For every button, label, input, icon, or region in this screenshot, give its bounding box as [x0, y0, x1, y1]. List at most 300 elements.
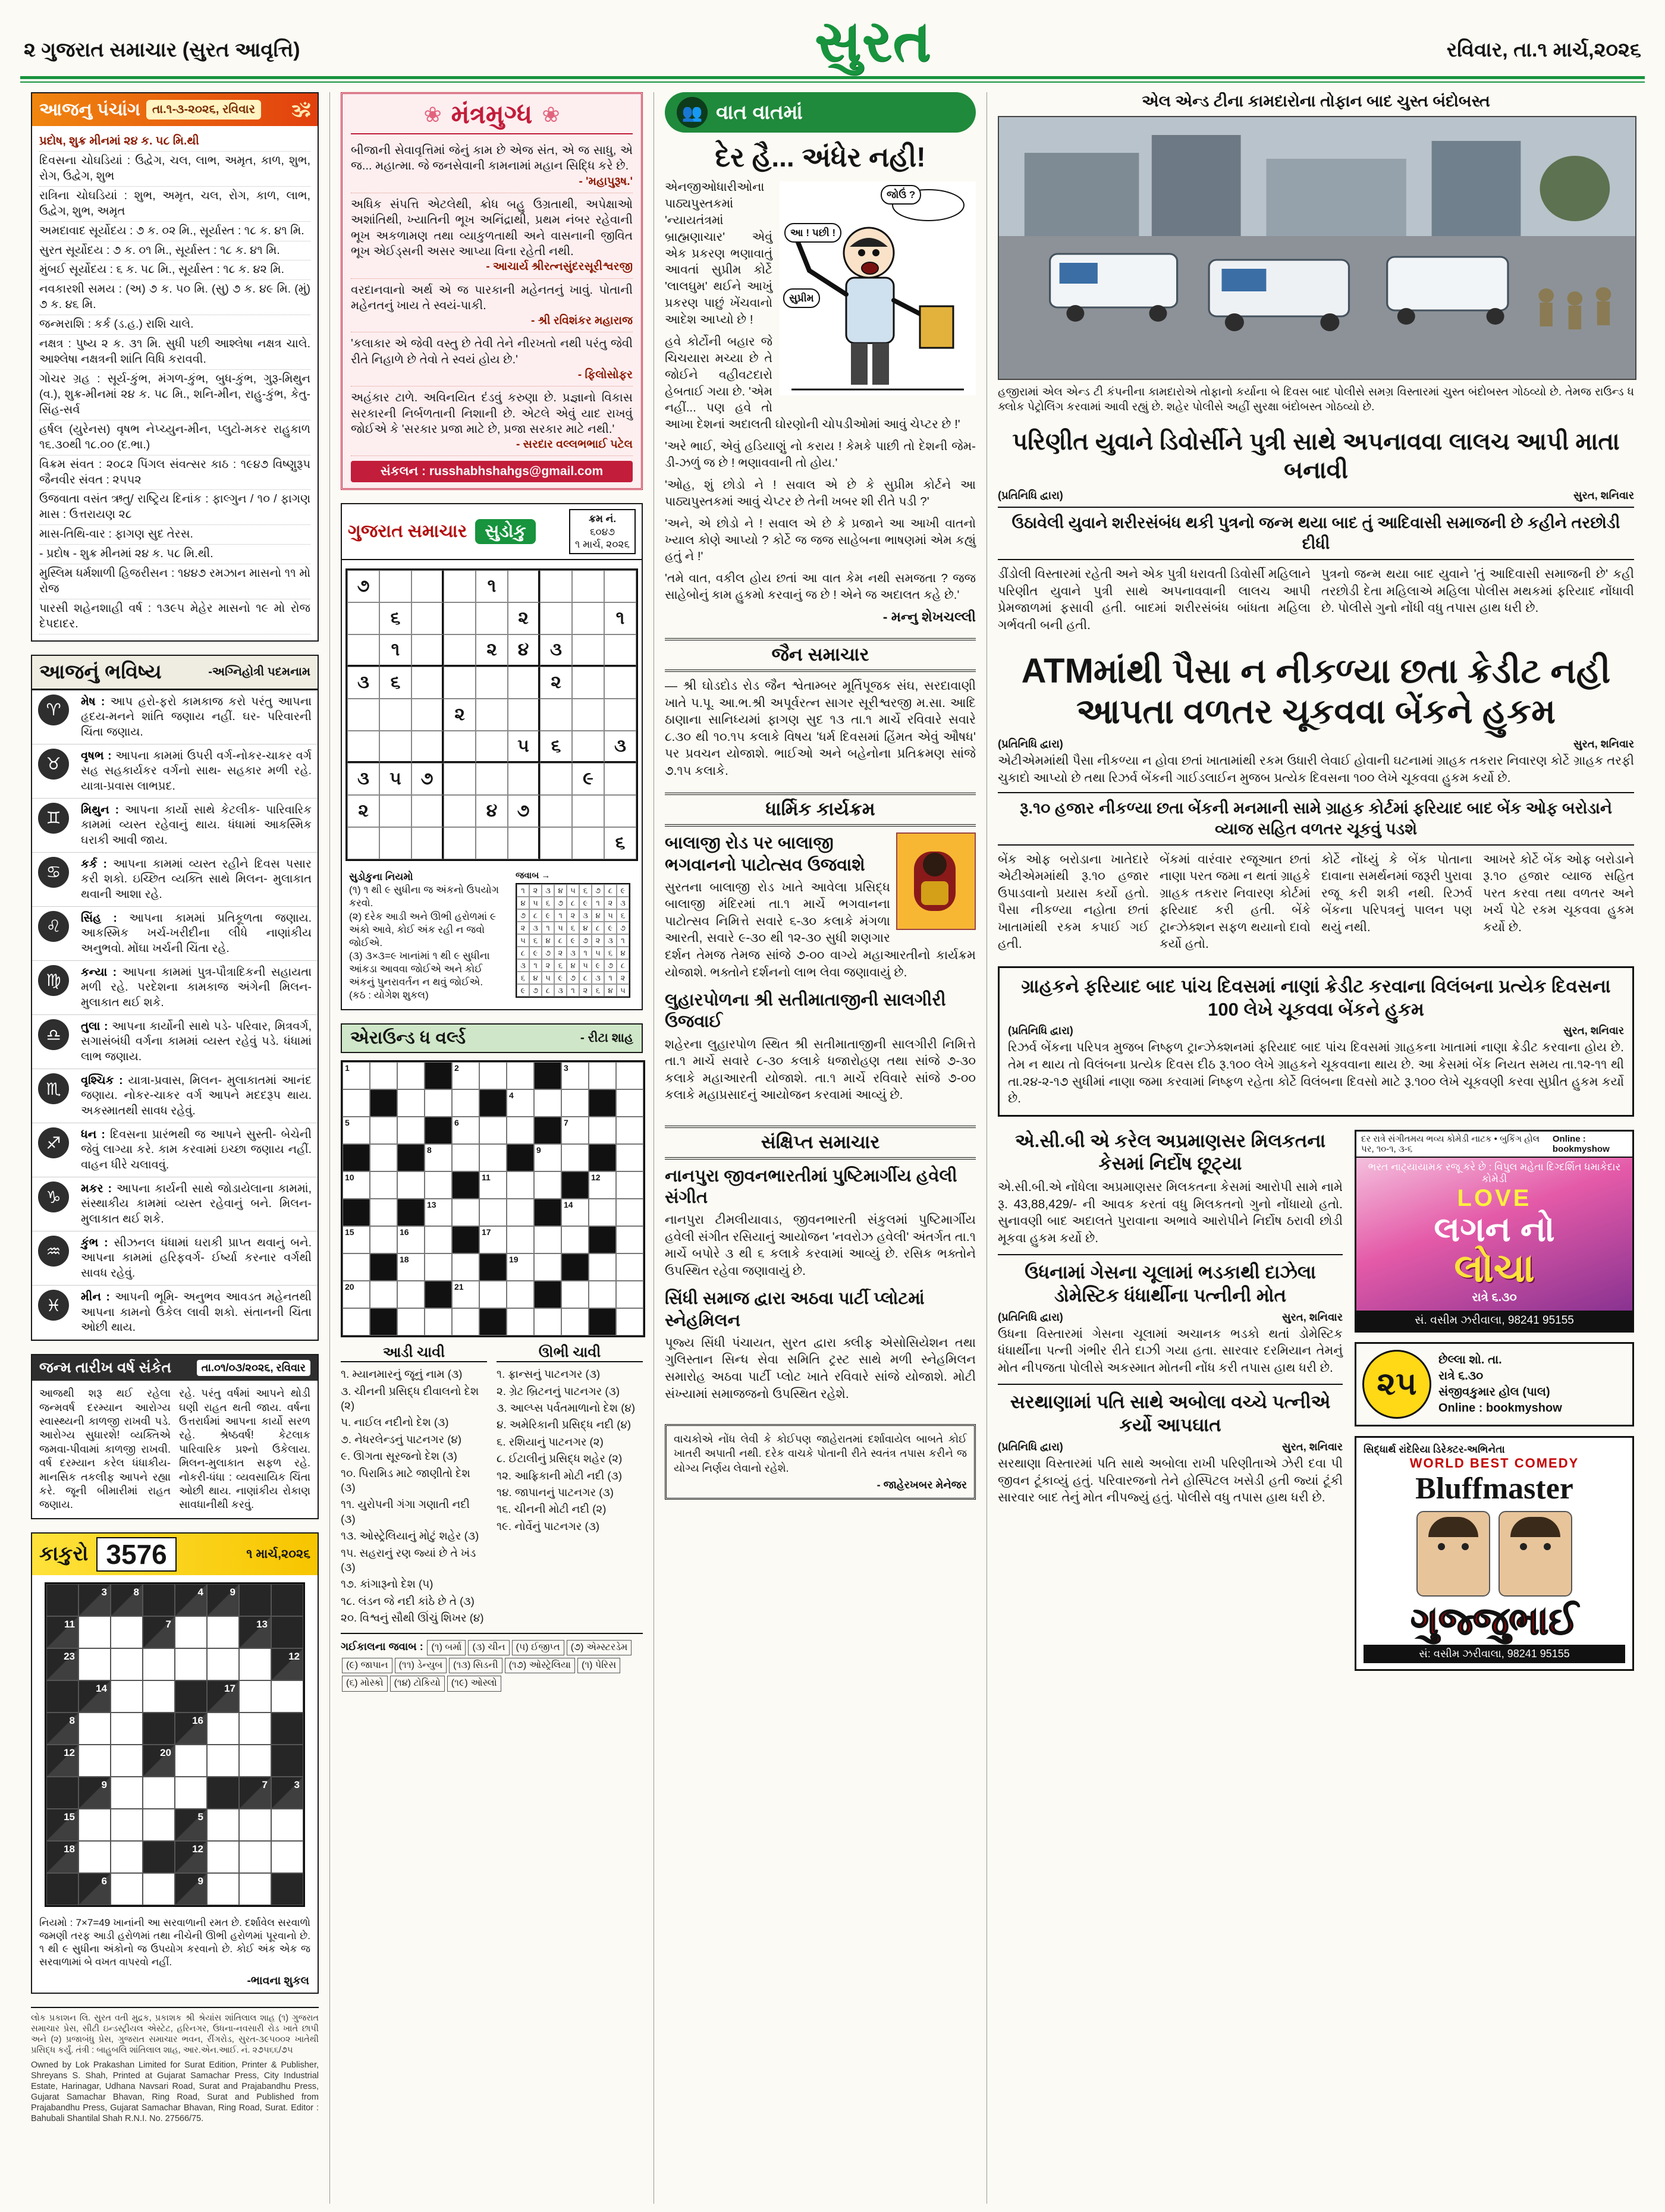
sudoku-cell — [572, 634, 604, 667]
crossword-cell-number: 7 — [564, 1118, 568, 1128]
zodiac-name: કન્યા : — [81, 965, 122, 979]
sudoku-solution-cell: ૩ — [517, 959, 529, 972]
panchang-line: નક્ષત્ર : પુષ્ય ૨ ક. ૩૧ મિ. સુધી પછી આશ્લેષા નક્ષત્ર ચાલે. આશ્લેષા નક્ષત્રની શાંતિ વિધિ કરાવવી. — [39, 335, 310, 370]
sudoku-solution-cell: ૭ — [579, 934, 592, 947]
crossword-cell — [479, 1226, 507, 1253]
actor-photo — [1498, 1511, 1572, 1597]
speech-bubble: જોઉં ? — [881, 185, 921, 205]
quote-item: અધિક સંપત્તિ એટલેથી, ક્રોધ બહુ ઉગ્રતાથી, અપેક્ષાઓ અશાંતિથી, ખ્યાતિની ભૂખ અનિંદ્રાથી, પ્રથમ નંબર રહેવાની ભૂખ અકળામણ તથા વ્યાકુળતાથી અને વાસનાની જીવિત ભૂખ એઈડ્સની અસર આપ્યા વિના રહેતી નથી. - આચાર્ય શ્રીરત્નસુંદરસૂરીશ્વરજી — [351, 193, 633, 279]
crossword-cell — [370, 1171, 397, 1199]
crossword-cell — [534, 1089, 561, 1117]
column-paragraph: એનજીઓધારીઓના પાઠ્યપુસ્તકમાં 'ન્યાયતંત્રમાં બ્રાહ્મણાચાર' એવું એક પ્રકરણ ભણાવાતું આવતાં સુપ્રીમ કોર્ટે 'લાલઘુમ' થઈને આખું પ્રકરણ પાછું ખેંચવાનો આદેશ આપ્યો છે ! — [665, 180, 772, 326]
kakuro-clue-number: 18 — [64, 1843, 75, 1855]
quote-attribution: - સરદાર વલ્લભભાઈ પટેલ — [516, 438, 633, 451]
crossword-black-cell — [589, 1089, 616, 1117]
kakuro-entry-cell — [78, 1648, 111, 1680]
sudoku-solution-cell: ૬ — [592, 984, 604, 997]
crossword-black-cell — [343, 1144, 370, 1171]
kakuro-clue-number: 13 — [256, 1618, 268, 1630]
sudoku-solution-cell: ૫ — [529, 897, 542, 909]
crossword-black-cell — [589, 1144, 616, 1171]
crossword-cell — [616, 1144, 643, 1171]
panchang-date-badge: તા.૧-૩-૨૦૨૬, રવિવાર — [146, 100, 261, 120]
sudoku-solution-cell: ૧ — [617, 934, 629, 947]
bottom-articles — [998, 1130, 1343, 1671]
sudoku-solution-cell: ૬ — [617, 909, 629, 922]
crossword-cell-number: 19 — [509, 1255, 519, 1265]
kakuro-clue-number: 9 — [101, 1779, 107, 1790]
kakuro-author: -ભાવના શુકલ — [247, 1975, 309, 1988]
article-body: પુત્રનો જન્મ થયા બાદ યુવાને 'તું આદિવાસી સમાજની છે' કહી તરછોડી દેતા મહિલાએ મહિલા પોલીસ મથકમાં ફરિયાદ નોંધાવી છે. પોલીસે ગુનો નોંધી વધુ તપાસ હાથ ધરી છે. — [1321, 567, 1634, 615]
kakuro-block-cell — [46, 1584, 78, 1616]
jain-news-title: જૈન સમાચાર — [665, 638, 976, 672]
sudoku-cell — [411, 731, 444, 763]
kakuro-clue-number: 6 — [101, 1875, 107, 1887]
kakuro-clue-number: 7 — [165, 1618, 171, 1630]
down-clue: ૬. રશિયાનું પાટનગર (૨) — [497, 1435, 604, 1448]
horoscope-list — [32, 690, 318, 1340]
sudoku-solution-cell: ૭ — [517, 909, 529, 922]
sudoku-solution-cell: ૫ — [617, 984, 629, 997]
sudoku-cell — [540, 570, 572, 602]
sudoku-cell — [604, 634, 636, 667]
answer-chip: (૯) જાપાન — [342, 1658, 392, 1673]
article-column-text: બેંકમાં વારંવાર રજૂઆત છતાં નાણા પરત જમા ન થતાં ગ્રાહકે ગ્રાહક તકરાર નિવારણ કોર્ટમાં ફરિયાદ કરી હતી. બેંકે ટ્રાન્ઝેક્શન સફળ થયાનો દાવો કર્યો હતો. — [1160, 852, 1311, 951]
sudoku-cell — [604, 699, 636, 731]
kakuro-clue-cell — [78, 1777, 111, 1809]
sudoku-solution-cell: ૬ — [604, 947, 617, 959]
kakuro-block-cell — [271, 1616, 303, 1648]
kakuro-block-cell — [46, 1873, 78, 1905]
story-body: નાનપુરા ટીમલીયાવાડ, જીવનભારતી સંકુલમાં પુષ્ટિમાર્ગીય હવેલી સંગીત રસિયાનું આયોજન 'નવરોઝ હવેલી' અંતર્ગત તા.૧ માર્ચે બપોરે ૩ થી ૬ કલાકે કરવામાં આવ્યું છે. રસિક ભક્તોને ઉપસ્થિત રહેવા જણાવાયું છે. — [665, 1213, 976, 1278]
sudoku-cell — [572, 731, 604, 763]
across-clue: ૫. નાઈલ નદીનો દેશ (૩) — [341, 1416, 449, 1429]
sudoku-solution-cell: ૩ — [592, 972, 604, 984]
kakuro-clue-cell — [46, 1841, 78, 1873]
dateline: રવિવાર, તા.૧ માર્ચ,૨૦૨૬ — [1446, 39, 1641, 61]
kakuro-entry-cell — [239, 1713, 271, 1745]
column-3 — [654, 92, 987, 2204]
sudoku-solution-cell: ૯ — [542, 909, 554, 922]
panchang-line: નવકારશી સમય : (અ) ૭ ક. ૫૦ મિ. (સુ) ૭ ક. ૪૯ મિ. (મું) ૭ ક. ૪૬ મિ. — [39, 280, 310, 315]
crossword-cell — [534, 1308, 561, 1336]
panchang-line: ગોચર ગ્રહ : સૂર્ય-કુંભ, મંગળ-કુંભ, બુધ-કુંભ, ગુરૂ-મિથુન (વ.), શુક્ર-મીનમાં ૨૪ ક. ૫૮ મિ., શનિ-મીન, રાહુ-કુંભ, કેતુ-સિંહ-સર્વ — [39, 370, 310, 420]
mantra-box — [341, 92, 643, 490]
crossword-cell — [425, 1308, 452, 1336]
crossword-cell — [561, 1117, 589, 1144]
sudoku-solution-cell: ૬ — [579, 884, 592, 897]
sudoku-solution-cell: ૯ — [567, 934, 579, 947]
sudoku-cell: ૩ — [540, 634, 572, 667]
sudoku-solution-cell: ૩ — [542, 884, 554, 897]
sudoku-cell: ૩ — [347, 667, 379, 699]
article-body: ઉધના વિસ્તારમાં ગેસના ચૂલામાં અચાનક ભડકો થતાં ડોમેસ્ટિક ધંધાર્થીના પત્ની ગંભીર રીતે દાઝી ગયા હતા. સારવાર દરમિયાન તેમનું મોત નીપજતા પોલીસે અકસ્માત મોતની નોંધ કરી તપાસ હાથ ધરી છે. — [998, 1327, 1343, 1375]
horoscope-row — [32, 1123, 318, 1177]
sudoku-solution-cell: ૮ — [529, 909, 542, 922]
zodiac-icon: ♐ — [38, 1127, 69, 1158]
down-title: ઊભી ચાવી — [497, 1344, 643, 1362]
sudoku-solution-cell: ૨ — [579, 984, 592, 997]
column-paragraph: 'તમે વાત, વકીલ હોય છતાં આ વાત કેમ નથી સમજતા ? જજ સાહેબોનું કામ હુકમો કરવાનું જ છે ! એને જ અદાલત કહે છે.' — [665, 571, 976, 602]
kakuro-clue-number: 5 — [197, 1811, 203, 1823]
crossword-cell — [616, 1199, 643, 1226]
mantra-quotes — [351, 139, 633, 456]
crossword-cell — [397, 1062, 425, 1089]
panchang-line: ઉજવાતા વસંત ઋતુ/ રાષ્ટ્રિય દિનાંક : ફાલ્ગુન / ૧૦ / ફાગણ માસ : ઉત્તરાયણ ૨૮ — [39, 490, 310, 525]
kakuro-clue-number: 3 — [101, 1586, 107, 1598]
horoscope-text: મેષ : આપ હરો-ફરો કામકાજ કરો પરંતુ આપના હૃદય-મનને શાંતિ જણાય નહીં. ઘર- પરિવારની ચિંતા જણાય. — [81, 695, 312, 739]
sudoku-cell — [476, 667, 508, 699]
horoscope-header — [32, 656, 318, 690]
sudoku-cell — [540, 699, 572, 731]
sudoku-solution-cell: ૩ — [554, 984, 567, 997]
down-clue: ૮. ઈટાલીનું પ્રસિદ્ધ શહેર (૨) — [497, 1452, 623, 1465]
sudoku-solution-cell: ૭ — [567, 972, 579, 984]
sudoku-solution-cell: ૯ — [517, 984, 529, 997]
crossword-cell-number: 3 — [564, 1063, 568, 1073]
kakuro-entry-cell — [78, 1616, 111, 1648]
sudoku-cell — [444, 763, 476, 795]
sudoku-cell: ૧ — [476, 570, 508, 602]
article-place: સુરત, શનિવાર — [1563, 1025, 1624, 1037]
kakuro-clue-number: 9 — [197, 1875, 203, 1887]
crossword-cell — [397, 1308, 425, 1336]
lotus-icon: ❀ — [423, 102, 442, 127]
sudoku-cell: ૨ — [347, 795, 379, 827]
kakuro-entry-cell — [271, 1841, 303, 1873]
article-headline: સરથાણામાં પતિ સાથે અબોલા વચ્ચે પત્નીએ કર્યો આપઘાત — [1010, 1391, 1331, 1436]
sudoku-solution-cell: ૬ — [567, 922, 579, 934]
answer-chip: (૧૪) ટોકિયો — [390, 1676, 445, 1691]
panchang-line: મુંબઈ સૂર્યોદય : ૬ ક. ૫૮ મિ., સૂર્યાસ્ત : ૧૮ ક. ૪૨ મિ. — [39, 260, 310, 280]
sudoku-cell — [604, 763, 636, 795]
sudoku-rule-line: (૧) ૧ થી ૯ સુધીના જ અંકનો ઉપયોગ કરવો. — [349, 884, 500, 909]
crossword-black-cell — [479, 1308, 507, 1336]
sudoku-solution-cell: ૮ — [592, 922, 604, 934]
article-place: સુરત, શનિવાર — [1573, 738, 1634, 750]
crossword-cell — [452, 1144, 479, 1171]
answer-chip: (૧૯) ઓસ્લો — [447, 1676, 501, 1691]
crossword-cell — [616, 1089, 643, 1117]
horoscope-text: કન્યા : આપના કામમાં પુત્ર-પૌત્રાદિકની સહાયતા મળી રહે. પરદેશના કામકાજ અંગેની મિલન- મુલાકાત થઈ શકે. — [81, 965, 312, 1009]
sudoku-cell — [444, 570, 476, 602]
crossword-cell — [397, 1281, 425, 1308]
crossword-cell — [589, 1253, 616, 1281]
vaat-vaat-box — [665, 92, 976, 625]
crossword-title: એરાઉન્ડ ધ વર્લ્ડ — [350, 1028, 466, 1048]
sudoku-cell — [508, 763, 540, 795]
publisher-block — [31, 2007, 319, 2124]
sudoku-solution-cell: ૪ — [604, 984, 617, 997]
sudoku-solution-cell: ૪ — [592, 909, 604, 922]
sudoku-solution-cell: ૧ — [579, 947, 592, 959]
crossword-black-cell — [397, 1144, 425, 1171]
crossword-cell — [343, 1062, 370, 1089]
across-clue: ૧૭. કાંગારૂનો દેશ (૫) — [341, 1578, 433, 1591]
column-2 — [329, 92, 654, 2204]
crossword-black-cell — [370, 1253, 397, 1281]
crossword-cell-number: 20 — [345, 1282, 354, 1292]
sudoku-cell — [411, 667, 444, 699]
crossword-black-cell — [479, 1253, 507, 1281]
horoscope-title: આજનું ભવિષ્ય — [39, 660, 162, 683]
sudoku-cell — [508, 667, 540, 699]
sudoku-solution-cell: ૧ — [604, 972, 617, 984]
deity-image — [896, 832, 976, 930]
horoscope-row — [32, 1177, 318, 1231]
answer-chip: (૧) બર્મા — [427, 1640, 466, 1655]
horoscope-text: મકર : આપના કાર્યની સાથે જોડાયેલાના કામમાં, સંસ્થાકીય કામમાં વ્યસ્ત રહેવાનું બને. મિલન- મુલાકાત થઈ શકે. — [81, 1182, 312, 1226]
crossword-black-cell — [534, 1199, 561, 1226]
crossword-black-cell — [589, 1226, 616, 1253]
sudoku-solution-cell: ૭ — [542, 947, 554, 959]
sudoku-cell — [444, 602, 476, 634]
crossword-cell — [343, 1253, 370, 1281]
crossword-cell — [343, 1226, 370, 1253]
show-date-badge: ૨૫ — [1362, 1350, 1431, 1419]
kakuro-clue-cell — [78, 1680, 111, 1713]
crossword-black-cell — [425, 1117, 452, 1144]
crossword-cell — [397, 1171, 425, 1199]
crossword-cell — [343, 1171, 370, 1199]
sudoku-solution-cell: ૨ — [554, 947, 567, 959]
online-booking: Online : bookmyshow — [1438, 1401, 1562, 1415]
sudoku-solution-cell: ૮ — [567, 897, 579, 909]
sudoku-cell: ૩ — [604, 731, 636, 763]
across-clue: ૯. ઊગતા સૂરજનો દેશ (૩) — [341, 1450, 457, 1463]
sudoku-solution-cell: ૯ — [579, 897, 592, 909]
columnist-signature: - મન્નુ શેખચલ્લી — [882, 609, 976, 624]
kakuro-clue-number: 20 — [160, 1746, 171, 1758]
sudoku-rules — [349, 871, 510, 1002]
sudoku-cell: ૨ — [476, 634, 508, 667]
kakuro-entry-cell — [239, 1841, 271, 1873]
kakuro-block-cell — [271, 1745, 303, 1777]
horoscope-row — [32, 961, 318, 1015]
sudoku-solution-cell: ૩ — [604, 934, 617, 947]
down-clue: ૨. ગ્રેટ બ્રિટનનું પાટનગર (૩) — [497, 1384, 620, 1397]
quote-attribution: - શ્રી રવિશંકર મહારાજ — [531, 315, 633, 328]
kakuro-entry-cell — [271, 1680, 303, 1713]
zodiac-icon: ♉ — [38, 749, 69, 780]
article-body-columns — [998, 852, 1634, 953]
article-place: સુરત, શનિવાર — [1573, 489, 1634, 502]
sudoku-solution-cell: ૮ — [542, 984, 554, 997]
crossword-cell — [507, 1199, 534, 1226]
article-body: એ.સી.બી.એ નોંધેલા અપ્રમાણસર મિલકતના કેસમાં આરોપી સામે નામે રૂ. 43,88,429/- ની આવક કરતાં વધુ મિલકતનો ગુનો નોંધાયો હતો. સુનાવણી બાદ અદાલતે પુરાવાના અભાવે આરોપીને નિર્દોષ ઠરાવી છોડી મૂકવા હુકમ કર્યો છે. — [998, 1180, 1343, 1245]
ad-lagan-no-locha — [1355, 1130, 1634, 1333]
last-show-label: છેલ્લા શો. તા. — [1438, 1353, 1502, 1366]
kakuro-entry-cell — [239, 1873, 271, 1905]
crossword-cell — [507, 1089, 534, 1117]
panchang-line: દિવસના ચોઘડિયાં : ઉદ્વેગ, ચલ, લાભ, અમૃત, કાળ, શુભ, રોગ, ઉદ્વેગ, શુભ — [39, 152, 310, 187]
sudoku-cell — [379, 570, 411, 602]
zodiac-name: વૃષભ : — [81, 749, 116, 762]
answer-chip: (૧) પેરિસ — [577, 1658, 620, 1673]
panchang-line: પ્રદોષ, શુક્ર મીનમાં ૨૪ ક. ૫૮ મિ.થી — [39, 132, 310, 152]
crossword-black-cell — [561, 1253, 589, 1281]
crossword-cell-number: 10 — [345, 1173, 354, 1183]
column-body — [665, 179, 976, 604]
crossword-cell — [397, 1253, 425, 1281]
show-venue: સંજીવકુમાર હોલ (પાલ) — [1438, 1385, 1550, 1399]
kakuro-clue-cell — [175, 1713, 207, 1745]
article-credit: (પ્રતિનિધિ દ્વારા) — [998, 489, 1063, 502]
sankshipt-title: સંક્ષિપ્ત સમાચાર — [665, 1126, 976, 1160]
crossword-cell — [534, 1226, 561, 1253]
show-time: રાત્રે ૬.૩૦ — [1438, 1369, 1484, 1382]
article-column-text: આખરે કોર્ટે બેંક ઓફ બરોડાને રૂ.૧૦ હજાર વ્યાજ સહિત પરત કરવા તથા વળતર અને ખર્ચ પેટે રકમ ચૂકવવા હુકમ કર્યો છે. — [1483, 852, 1634, 934]
kakuro-clue-cell — [143, 1745, 175, 1777]
panchang-line: - પ્રદોષ - શુક્ર મીનમાં ૨૪ ક. ૫૮ મિ.થી. — [39, 545, 310, 564]
article-column-text: બેંક ઓફ બરોડાના ખાતેદારે એટીએમમાંથી રૂ.૧૦ હજાર ઉપાડવાનો પ્રયાસ કર્યો હતો. પૈસા નીકળ્યા નહોતા છતાં ખાતામાંથી રકમ કપાઈ ગઈ હતી. — [998, 852, 1149, 951]
column-paragraph: 'ઓહ, શું છોડો ને ! સવાલ એ છે કે સુપ્રીમ કોર્ટને આ પાઠ્યપુસ્તકમાં આવું ચેપ્ટર છે તેની ખબર શી રીતે પડી ?' — [665, 477, 976, 508]
story-headline: નાનપુરા જીવનભારતીમાં પુષ્ટિમાર્ગીય હવેલી સંગીત — [665, 1166, 957, 1207]
crossword-cell — [561, 1226, 589, 1253]
sudoku-solution-cell: ૭ — [604, 959, 617, 972]
kakuro-number: 3576 — [96, 1537, 176, 1572]
sudoku-cell — [444, 667, 476, 699]
sudoku-solution-cell: ૩ — [567, 947, 579, 959]
sudoku-cell — [508, 570, 540, 602]
ad-tagline: WORLD BEST COMEDY — [1409, 1455, 1579, 1471]
zodiac-icon: ♓ — [38, 1290, 69, 1321]
zodiac-icon: ♏ — [38, 1073, 69, 1104]
ad-contact: સં: વસીમ ઝરીવાલા, 98241 95155 — [1364, 1645, 1625, 1663]
kakuro-clue-cell — [239, 1616, 271, 1648]
horoscope-row — [32, 1015, 318, 1069]
crossword-cell-number: 21 — [454, 1282, 464, 1292]
ad-contact: સં. વસીમ ઝરીવાલા, 98241 95155 — [1356, 1311, 1632, 1331]
crossword-cell — [425, 1089, 452, 1117]
zodiac-icon: ♌ — [38, 911, 69, 942]
article-subhead: ઉઠાવેલી યુવાને શરીરસંબંધ થકી પુત્રનો જન્મ થયા બાદ તું આદિવાસી સમાજની છે કહીને તરછોડી દીધી — [998, 507, 1634, 560]
kakuro-entry-cell — [207, 1809, 239, 1841]
kakuro-entry-cell — [175, 1745, 207, 1777]
sudoku-solution-cell: ૯ — [554, 972, 567, 984]
kakuro-entry-cell — [111, 1841, 143, 1873]
crossword-cell — [589, 1062, 616, 1089]
kakuro-block-cell — [143, 1584, 175, 1616]
sudoku-solution-cell: ૫ — [592, 947, 604, 959]
horoscope-text: મિથુન : આપના કાર્યો સાથે કેટલીક- પારિવારિક કામમાં વ્યસ્ત રહેવાનું થાય. ધંધામાં આકસ્મિક ઘરાકી આવી જાય. — [81, 803, 312, 847]
publisher-gujarati: લોક પ્રકાશન લિ. સુરત વતી મુદ્રક, પ્રકાશક શ્રી શ્રેયાંસ શાંતિલાલ શાહ (૧) ગુજરાત સમાચાર પ્રેસ, સીટી ઇન્ડસ્ટ્રીયલ એસ્ટેટ, હરિનગર, ઉધના-નવસારી રોડ ખાતે છાપી અને (૨) પ્રજાબંધુ પ્રેસ, ગુજરાત સમાચાર ભવન, રીંગરોડ, સુરત-૩૯૫૦૦૨ ખાતેથી પ્રસિદ્ધ કર્યું. તંત્રી : બાહુબલિ શાંતિલાલ શાહ, આર.એન.આઈ. નં. ૨૭૫૬૬/૭૫ — [31, 2013, 319, 2056]
sudoku-cell — [379, 827, 411, 859]
sudoku-rule-line: (કઠ : યોગેશ શુકલ) — [349, 989, 429, 1001]
sudoku-cell — [411, 634, 444, 667]
crossword-cell — [616, 1171, 643, 1199]
zodiac-icon: ♊ — [38, 803, 69, 834]
sankshipt-section — [665, 1126, 976, 1411]
sudoku-solution-cell: ૪ — [554, 884, 567, 897]
crossword-black-cell — [370, 1089, 397, 1117]
sudoku-cell: ૨ — [508, 602, 540, 634]
sudoku-solution-cell: ૪ — [617, 947, 629, 959]
kakuro-rules: નિયમો : 7×7=49 ખાનાંની આ સરવાળાની રમત છે. દર્શાવેલ સરવાળો જમણી તરફ આડી હરોળમાં તથા નીચેની ઊભી હરોળમાં પૂરવાનો છે. ૧ થી ૯ સુધીના અંકોનો જ ઉપયોગ કરવાનો છે. કોઈ અંક એક જ સરવાળામાં બે વખત વાપરવો નહીં. — [39, 1916, 310, 1968]
answer-chip: (૭) એમ્સ્ટરડેમ — [567, 1640, 632, 1655]
sudoku-cell: ૯ — [572, 763, 604, 795]
panchang-line: વિક્રમ સંવત : ૨૦૮૨ પિંગલ સંવત્સર કાઠ : ૧૯૪૭ વિષ્ણુરૂપ જૈનવીર સંવત : ૨૫૫૨ — [39, 455, 310, 491]
article-subhead: રૂ.૧૦ હજાર નીકળ્યા છતા બેંકની મનમાની સામે ગ્રાહક કોર્ટમાં ફરિયાદ બાદ બેંક ઓફ બરોડાને વ્યાજ સહિત વળતર ચૂકવું પડશે — [998, 792, 1634, 846]
article-grahak-box — [998, 966, 1634, 1117]
kakuro-entry-cell — [239, 1680, 271, 1713]
sudoku-cell — [347, 827, 379, 859]
sudoku-cell — [476, 827, 508, 859]
sudoku-rules-title: સુડોકુના નિયમો — [349, 871, 413, 883]
column-4 — [987, 92, 1645, 2204]
crossword-cell — [616, 1308, 643, 1336]
kakuro-clue-cell — [143, 1616, 175, 1648]
kakuro-clue-cell — [78, 1584, 111, 1616]
answer-chip: (૬) મોસ્કો — [342, 1676, 388, 1691]
quote-item: બીજાની સેવાવૃત્તિમાં જેનું કામ છે એજ સંત, એ જ સાધુ, એ જ... મહાત્મા. જે જનસેવાની કામનામાં મહાન સિદ્ધિ કરે છે. - 'મહાપુરૂષ.' — [351, 139, 633, 193]
quote-item: 'કલાકાર એ જેવી વસ્તુ છે તેવી તેને નીરખતો નથી પરંતુ જેવી રીતે નિહાળે છે તેવો તે સ્વયં હોય છે.' - ફિલોસોફર — [351, 332, 633, 387]
crossword-cell — [507, 1171, 534, 1199]
crossword-author: - રીટા શાહ — [580, 1031, 633, 1045]
panchang-header — [32, 93, 318, 126]
crossword-black-cell — [561, 1171, 589, 1199]
sudoku-solution-cell: ૫ — [604, 909, 617, 922]
panchang-line: સુરત સૂર્યોદય : ૭ ક. ૦૧ મિ., સૂર્યાસ્ત : ૧૮ ક. ૪૧ મિ. — [39, 241, 310, 261]
sudoku-cell — [604, 795, 636, 827]
crossword-black-cell — [534, 1117, 561, 1144]
sudoku-cell — [379, 795, 411, 827]
sudoku-cell — [444, 795, 476, 827]
crossword-cell — [561, 1089, 589, 1117]
sudoku-cell — [476, 699, 508, 731]
story-headline: લુહારપોળના શ્રી સતીમાતાજીની સાલગીરી ઉજવાઈ — [665, 991, 946, 1032]
kakuro-clue-number: 17 — [224, 1682, 235, 1694]
crossword-cell — [507, 1062, 534, 1089]
kakuro-clue-number: 16 — [192, 1714, 203, 1726]
panchang-line: પારસી શહેનશાહી વર્ષ : ૧૩૯૫ મેહેર માસનો ૧૯ મો રોજ દેપદાદર. — [39, 599, 310, 634]
crossword-cell — [452, 1281, 479, 1308]
crossword-cell — [452, 1199, 479, 1226]
sudoku-solution-cell: ૯ — [529, 947, 542, 959]
ad-title-lagan: લગન નો — [1434, 1209, 1555, 1249]
crossword-cell — [370, 1199, 397, 1226]
sudoku-rule-line: (૨) દરેક આડી અને ઊભી હરોળમાં ૯ અંકો આવે, કોઈ અંક રહી ન જવો જોઈએ. — [349, 910, 497, 948]
across-clue: ૧. મ્યાનમારનું જૂનું નામ (૩) — [341, 1368, 463, 1381]
ganesh-icon: 🕉 — [292, 98, 310, 121]
sudoku-cell: ૬ — [379, 667, 411, 699]
sudoku-cell — [604, 570, 636, 602]
masthead — [20, 10, 1645, 76]
sudoku-serial-number: ૬૦૪૭ — [589, 526, 615, 538]
quote-attribution: - 'મહાપુરૂષ.' — [579, 175, 633, 188]
crossword-cell — [479, 1062, 507, 1089]
kakuro-clue-cell — [111, 1584, 143, 1616]
crossword-black-cell — [452, 1171, 479, 1199]
sudoku-cell — [540, 827, 572, 859]
crossword-cell-number: 6 — [454, 1118, 459, 1128]
down-clue: ૩. આલ્પ્સ પર્વતમાળાનો દેશ (૪) — [497, 1401, 636, 1414]
horoscope-author: -અગ્નિહોત્રી પદમનામ — [208, 665, 310, 678]
story-headline: બાલાજી રોડ પર બાલાજી ભગવાનનો પાટોત્સવ ઉજવાશે — [665, 834, 865, 875]
notice-sign: - જાહેરખબર મેનેજર — [877, 1479, 967, 1491]
horoscope-row — [32, 853, 318, 907]
ads-stack — [1355, 1130, 1634, 1671]
sudoku-cell — [508, 827, 540, 859]
crossword-cell — [397, 1226, 425, 1253]
ad-title-bluffmaster: Bluffmaster — [1415, 1471, 1573, 1506]
article-lead: એટીએમમાંથી પૈસા નીકળ્યા ન હોવા છતાં ખાતામાંથી રકમ ઉધારી લેવાઈ હોવાની ઘટનામાં ગ્રાહક તકરાર નિવારણ કોર્ટે ગ્રાહક તરફી ચુકાદો આપ્યો છે તથા રિઝર્વ બેંકની ગાઈડલાઈન મુજબ પ્રત્યેક દિવસના ૧૦૦ લેખે ચૂકવવા હુકમ કર્યો છે. — [998, 754, 1634, 785]
zodiac-name: મિથુન : — [81, 803, 125, 816]
sudoku-cell: ૧ — [379, 634, 411, 667]
kakuro-entry-cell — [111, 1616, 143, 1648]
horoscope-box — [31, 655, 319, 1341]
kakuro-clue-cell — [207, 1584, 239, 1616]
